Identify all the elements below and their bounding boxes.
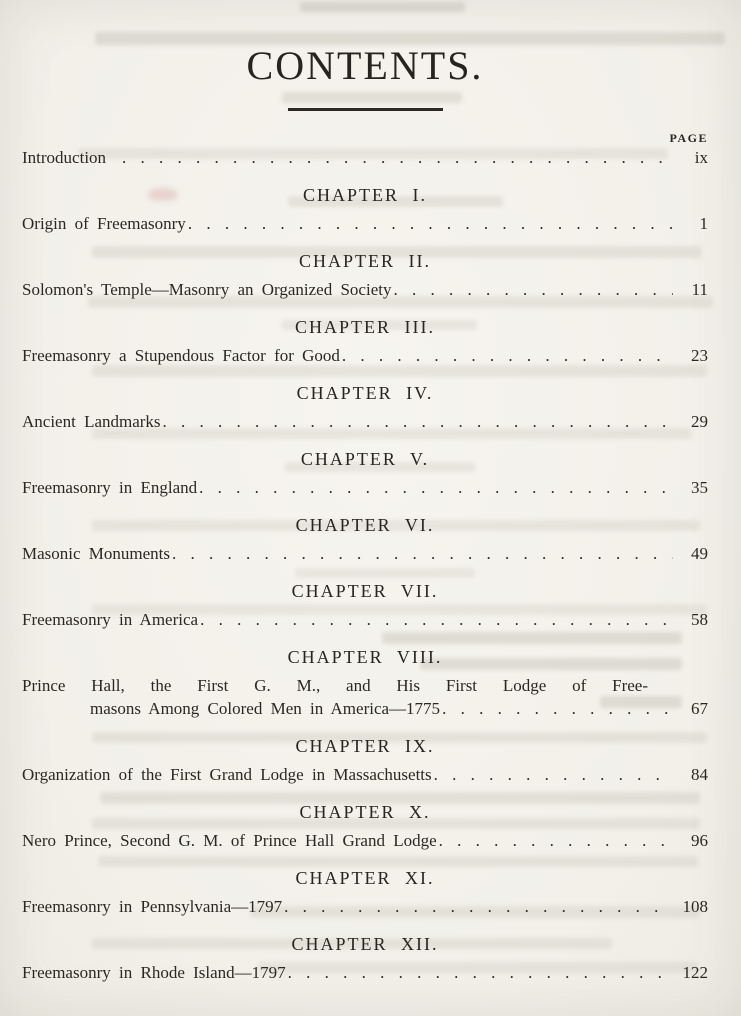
toc-entry-line <box>22 478 708 498</box>
toc-entry-line <box>22 676 708 696</box>
title-rule <box>288 108 443 111</box>
toc-entry-text: Masonic Monuments <box>22 544 171 563</box>
toc-entry-text: Origin of Freemasonry <box>22 214 186 233</box>
toc-entry <box>22 765 708 785</box>
toc-entry-text: Freemasonry in Rhode Island—1797 <box>22 963 286 982</box>
chapter-heading: CHAPTER X. <box>299 802 431 822</box>
toc-entry <box>22 280 708 300</box>
toc-entry <box>22 544 708 564</box>
toc-entry-text: masons Among Colored Men in America—1775 <box>90 699 441 718</box>
dot-leader <box>199 478 673 498</box>
toc-entry-introduction <box>22 148 708 168</box>
toc-entry-page: 35 <box>691 478 708 497</box>
toc-entry <box>22 897 708 917</box>
chapter-heading: CHAPTER IX. <box>295 736 435 756</box>
toc-entry-text: Solomon's Temple—Masonry an Organized Society <box>22 280 392 299</box>
dot-leader <box>434 765 673 785</box>
toc-entry <box>22 346 708 366</box>
chapter-heading: CHAPTER IV. <box>296 383 434 403</box>
toc-chapter <box>22 647 708 719</box>
toc-chapter <box>22 251 708 300</box>
toc-entry-page: 84 <box>691 765 708 784</box>
chapter-heading: CHAPTER XII. <box>291 934 439 954</box>
toc-chapter <box>22 868 708 917</box>
toc-chapter <box>22 515 708 564</box>
chapter-heading: CHAPTER I. <box>302 185 427 205</box>
dot-leader <box>172 544 673 564</box>
toc-entry-line <box>22 897 708 917</box>
dot-leader <box>163 412 673 432</box>
toc-entry-line <box>22 214 708 234</box>
dot-leader <box>439 831 673 851</box>
dot-leader <box>122 148 673 168</box>
toc-entry <box>22 676 708 719</box>
toc-list <box>22 185 708 983</box>
toc-entry-page: 1 <box>699 214 708 233</box>
dot-leader <box>284 897 673 917</box>
toc-entry <box>22 412 708 432</box>
toc-entry-line <box>22 765 708 785</box>
toc-entry-line <box>22 280 708 300</box>
dot-leader <box>188 214 673 234</box>
toc-entry-line <box>22 610 708 630</box>
toc-entry-text: Organization of the First Grand Lodge in Massachusetts <box>22 765 432 784</box>
chapter-heading: CHAPTER VIII. <box>287 647 443 667</box>
toc-entry-page: 122 <box>682 963 708 982</box>
toc-entry-line <box>22 412 708 432</box>
toc-entry-line <box>22 831 708 851</box>
toc-entry-line <box>22 346 708 366</box>
dot-leader <box>442 699 673 719</box>
toc-chapter <box>22 383 708 432</box>
dot-leader <box>393 280 673 300</box>
toc-entry-text: Freemasonry in America <box>22 610 199 629</box>
toc-chapter <box>22 185 708 234</box>
toc-entry-page: 29 <box>691 412 708 431</box>
dot-leader <box>342 346 673 366</box>
chapter-heading: CHAPTER VI. <box>295 515 435 535</box>
toc-entry-text: Prince Hall, the First G. M., and His First Lodge of Free- <box>22 676 648 695</box>
toc-entry-page: 67 <box>691 699 708 718</box>
toc-entry-line <box>90 699 708 719</box>
toc-entry-text: Freemasonry in England <box>22 478 198 497</box>
chapter-heading: CHAPTER III. <box>295 317 435 337</box>
dot-leader <box>200 610 673 630</box>
toc-entry-page: ix <box>694 148 708 167</box>
toc-entry-line <box>22 544 708 564</box>
page-title: CONTENTS. <box>246 43 484 88</box>
toc-entry-page: 108 <box>682 897 708 916</box>
toc-chapter <box>22 581 708 630</box>
toc-entry-text: Freemasonry in Pennsylvania—1797 <box>22 897 283 916</box>
toc-entry-text: Nero Prince, Second G. M. of Prince Hall Grand Lodge <box>22 831 437 850</box>
toc-entry-text: Ancient Landmarks <box>22 412 161 431</box>
toc-chapter <box>22 317 708 366</box>
toc-entry-page: 49 <box>691 544 708 563</box>
toc-entry-text: Freemasonry a Stupendous Factor for Good <box>22 346 340 365</box>
chapter-heading: CHAPTER II. <box>299 251 431 271</box>
toc-chapter <box>22 449 708 498</box>
chapter-heading: CHAPTER V. <box>300 449 430 469</box>
toc-entry-page: 11 <box>691 280 708 299</box>
toc-chapter <box>22 802 708 851</box>
toc-entry-page: 96 <box>691 831 708 850</box>
toc-entry-text: Introduction <box>22 148 107 167</box>
toc-entry-page: 23 <box>691 346 708 365</box>
toc-entry-line <box>22 963 708 983</box>
chapter-heading: CHAPTER XI. <box>295 868 435 888</box>
dot-leader <box>288 963 673 983</box>
toc-entry <box>22 214 708 234</box>
toc-chapter <box>22 934 708 983</box>
toc-entry-page: 58 <box>691 610 708 629</box>
toc-entry <box>22 610 708 630</box>
chapter-heading: CHAPTER VII. <box>291 581 439 601</box>
page-column-label: PAGE <box>669 131 708 145</box>
toc-entry <box>22 963 708 983</box>
toc-chapter <box>22 736 708 785</box>
toc-entry <box>22 831 708 851</box>
toc-entry <box>22 478 708 498</box>
